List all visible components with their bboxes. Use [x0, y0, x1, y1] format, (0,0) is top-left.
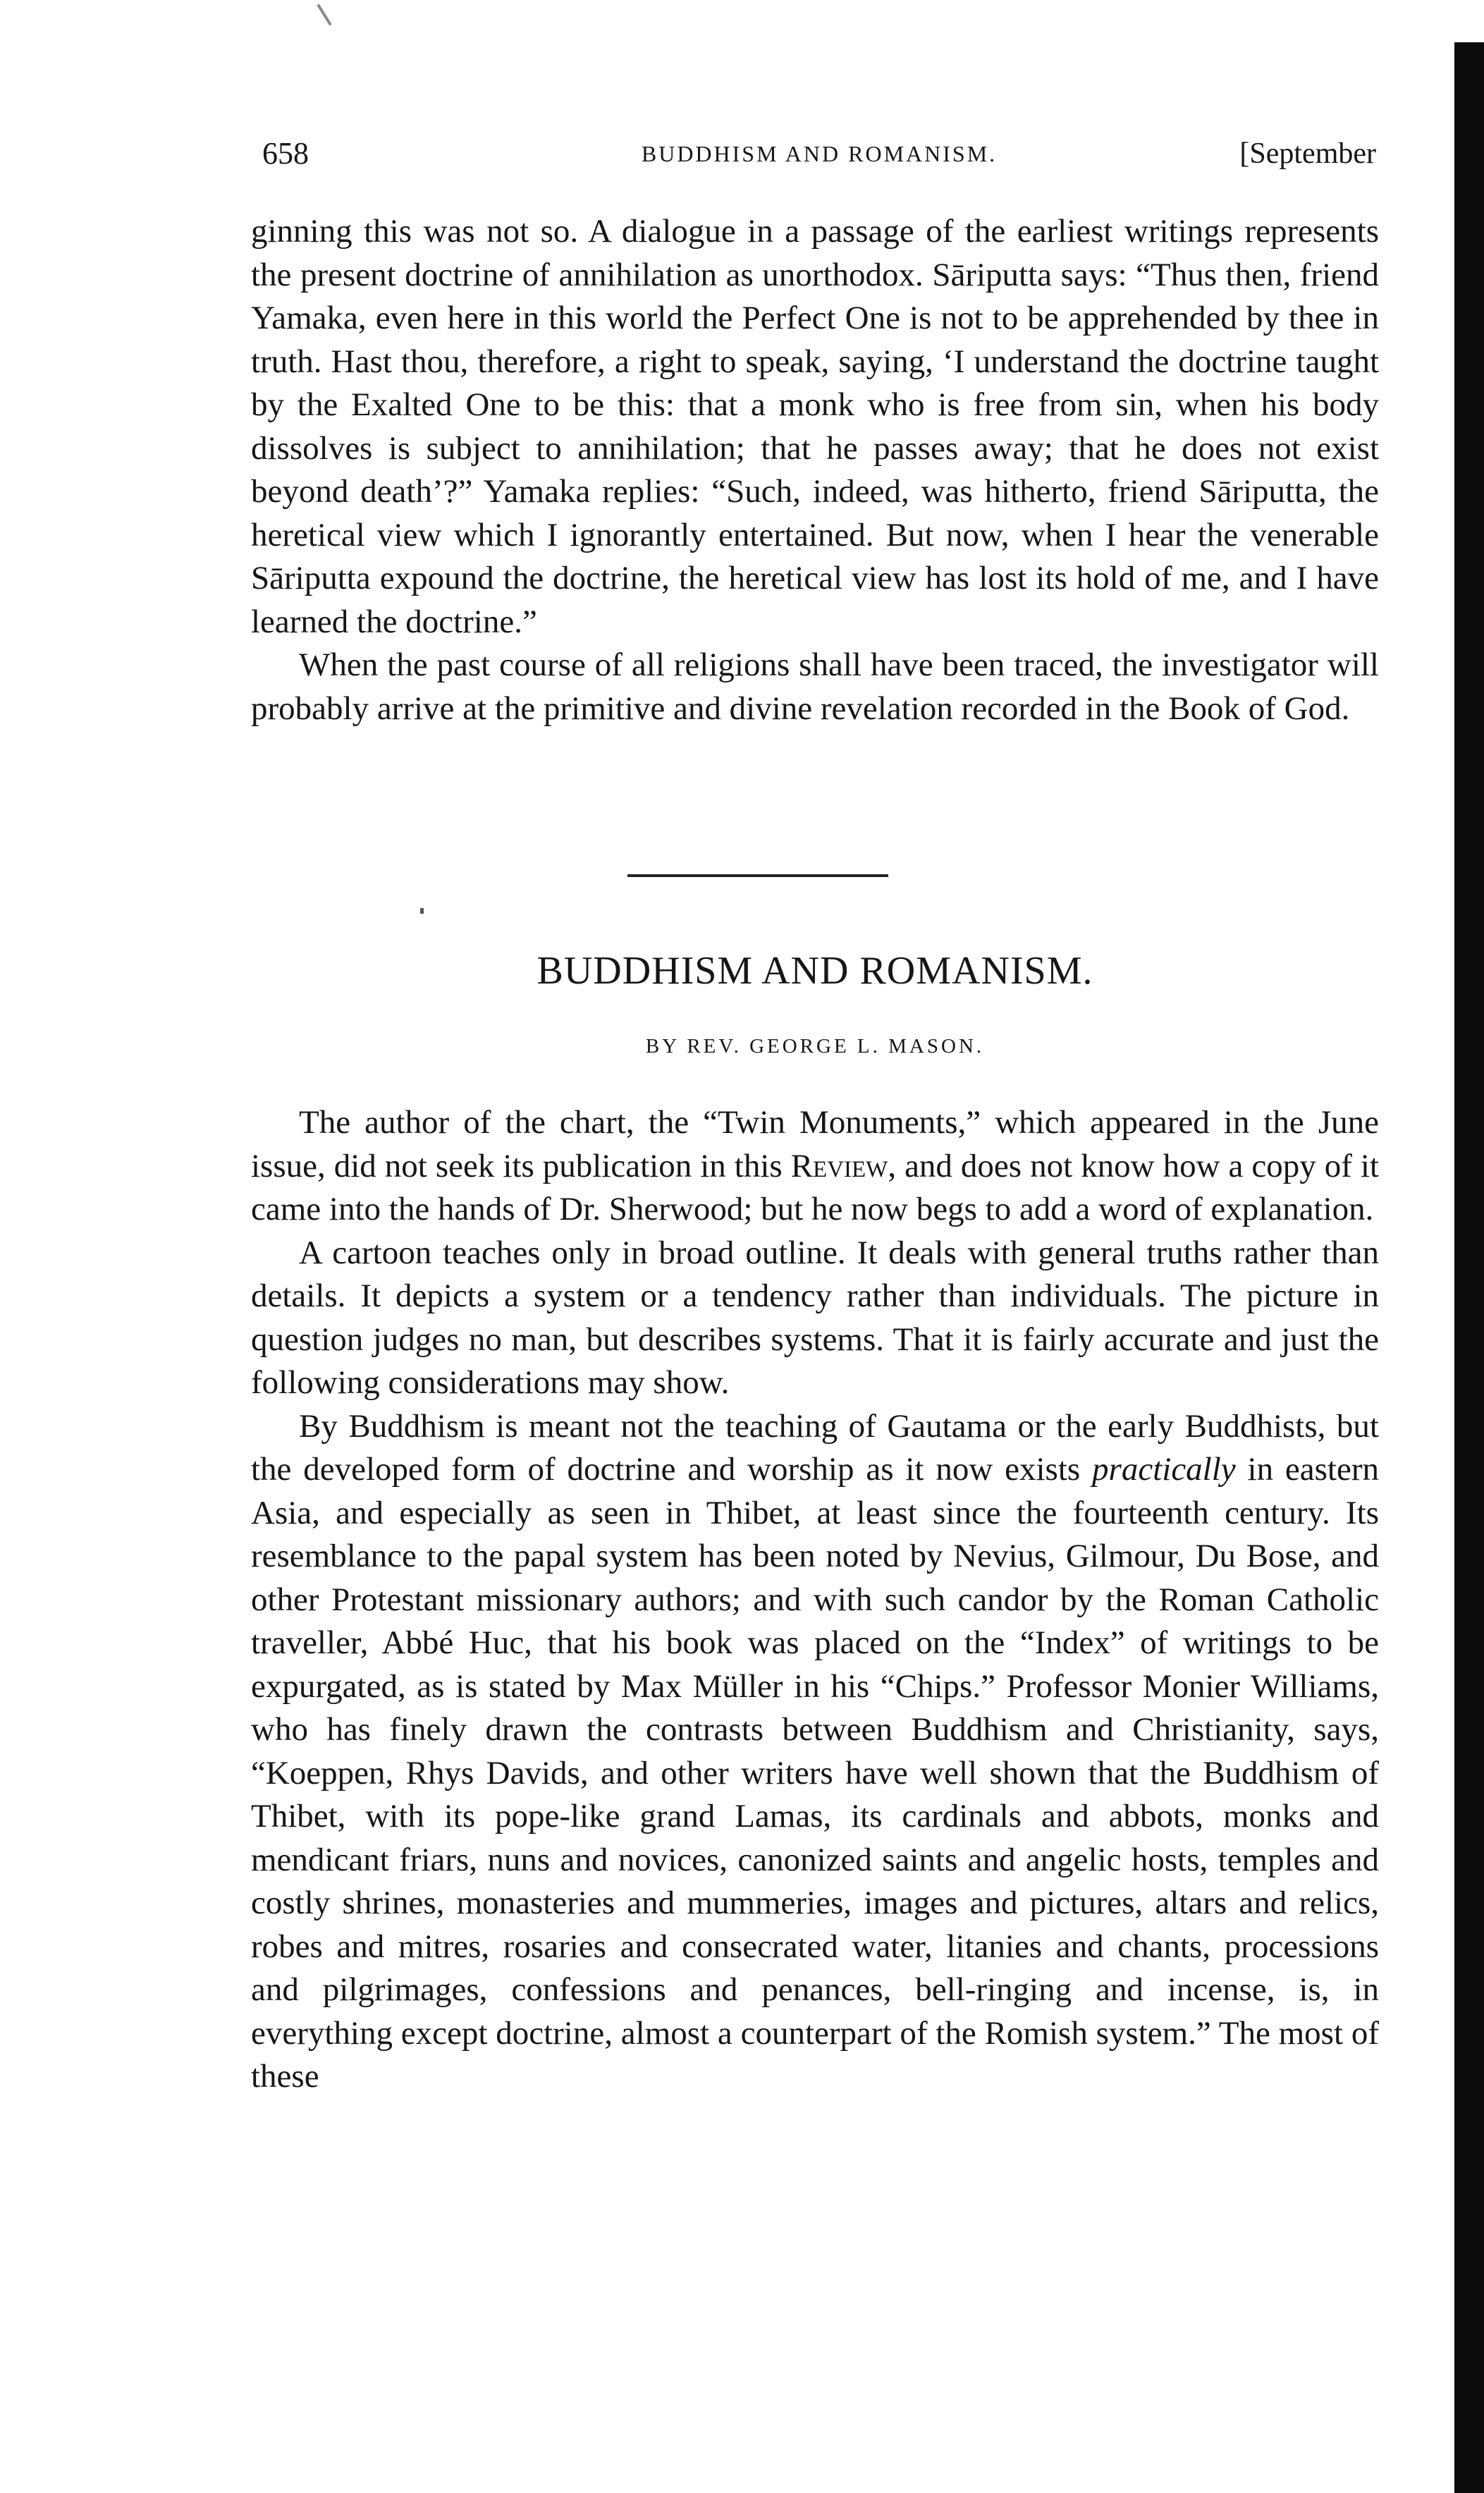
page-header: [262, 135, 1376, 178]
ink-speck: [420, 908, 424, 914]
paragraph: ginning this was not so. A dialogue in a passage of the earliest writings represents the present doctrine of annihilation as unorthodox. Sāriputta says: “Thus then, friend Yamaka, even here in this world the Perfect One is not to be apprehended by thee in truth. Hast thou, therefore, a right to speak, saying, ‘I understand the doctrine taught by the Exalted One to be this: that a monk who is free from sin, when his body dissolves is subject to annihilation; that he passes away; that he does not exist beyond death’?” Yamaka replies: “Such, indeed, was hitherto, friend Sāriputta, the heretical view which I ignorantly entertained. But now, when I hear the venerable Sāriputta expound the doctrine, the heretical view has lost its hold of me, and I have learned the doctrine.”: [251, 213, 1379, 640]
article-byline: BY REV. GEORGE L. MASON.: [645, 1035, 985, 1058]
section-divider: [627, 874, 888, 877]
scan-edge-shadow: [1454, 42, 1484, 2493]
running-title: BUDDHISM AND ROMANISM.: [641, 141, 998, 166]
text-run: By Buddhism is meant not the teaching of Gautama or the early Buddhists, but the developed form of doctrine and worship as it now exists: [251, 1407, 1379, 1488]
text-run: in eastern Asia, and especially as seen in Thibet, at least since the fourteenth century. Its resemblance to the papal system has been noted by Nevius, Gilmour, Du Bose, and other Protestant missionary authors; and with such candor by the Roman Catholic traveller, Abbé Huc, that his book was placed on the “Index” of writings to be expurgated, as is stated by Max Müller in his “Chips.” Professor Monier Williams, who has finely drawn the contrasts between Buddhism and Christianity, says, “Koeppen, Rhys Davids, and other writers have well shown that the Buddhism of Thibet, with its pope-like grand Lamas, its cardinals and abbots, monks and mendicant friars, nuns and novices, canonized saints and angelic hosts, temples and costly shrines, monasteries and mummeries, images and pictures, altars and relics, robes and mitres, rosaries and consecrated water, litanies and chants, processions and pilgrimages, confessions and penances, bell-ringing and incense, is, in everything except doctrine, almost a counterpart of the Romish system.” The most of these: [251, 1451, 1380, 2095]
journal-name: Review: [790, 1147, 888, 1184]
article-title: BUDDHISM AND ROMANISM.: [536, 949, 1093, 993]
text-run: , and does not know how a copy of it came into the hands of Dr. Sherwood; but he now begs to add a word of explanation.: [251, 1147, 1379, 1227]
emphasis: practically: [1092, 1451, 1236, 1488]
article-body: [251, 1101, 1379, 2099]
paragraph: When the past course of all religions shall have been traced, the investigator will probably arrive at the primitive and divine revelation recorded in the Book of God.: [251, 647, 1379, 727]
previous-article-ending: [251, 210, 1379, 730]
text-run: The author of the chart, the “Twin Monuments,” which appeared in the June issue, did not seek its publication in this: [251, 1104, 1379, 1184]
date-label: [September: [1239, 137, 1376, 170]
paragraph: [251, 1405, 1379, 2099]
paragraph: [251, 1101, 1379, 1232]
scan-mark: [317, 4, 331, 26]
page-number: 658: [262, 136, 309, 171]
paragraph: A cartoon teaches only in broad outline. It deals with general truths rather than details. It depicts a system or a tendency rather than individuals. The picture in question judges no man, but describes systems. That it is fairly accurate and just the following considerations may show.: [251, 1234, 1379, 1401]
